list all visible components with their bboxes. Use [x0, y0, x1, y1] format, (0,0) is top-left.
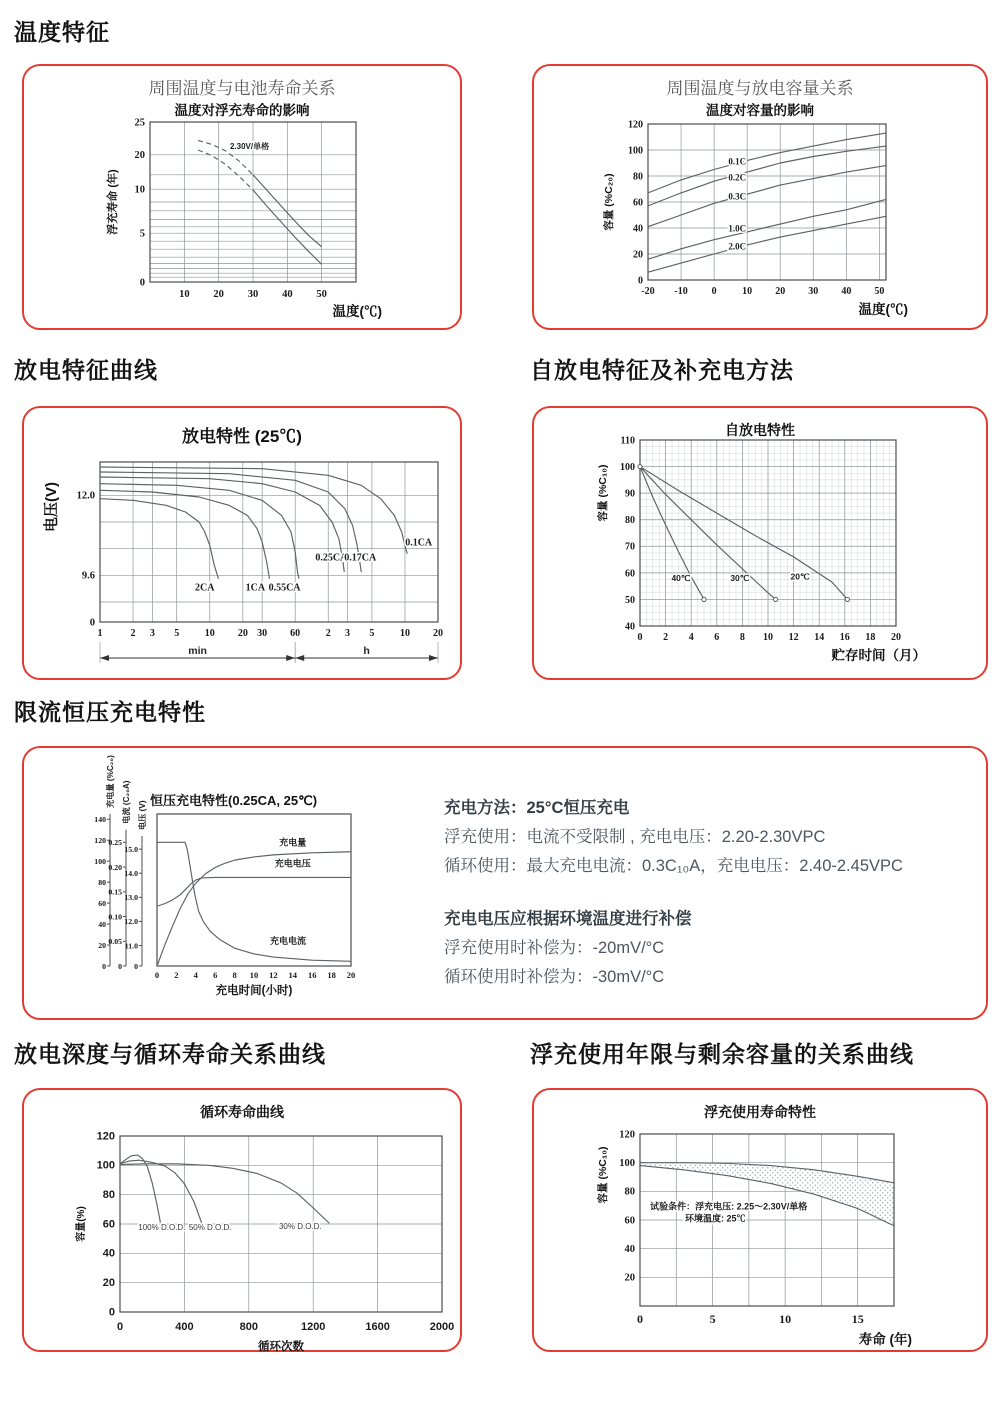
y-tick: 120: [619, 1129, 635, 1141]
y-tick: 120: [96, 1130, 115, 1143]
y-tick: 0: [89, 617, 95, 629]
section-heading-float-life: 浮充使用年限与剩余容量的关系曲线: [530, 1041, 914, 1067]
x-axis-label: 寿命 (年): [858, 1332, 912, 1347]
y-tick: 20: [633, 249, 643, 261]
data-marker: [638, 464, 642, 468]
y-tick: 60: [625, 568, 635, 580]
x-tick: 10: [179, 289, 190, 300]
x-tick: 2: [325, 628, 331, 639]
x-tick: 0: [711, 286, 717, 297]
x-tick: 20: [346, 970, 356, 980]
y-axis-label: 容量 (%C₁₀): [597, 1146, 609, 1204]
series-label: 充电量: [279, 837, 307, 848]
axis-tick: 13.0: [124, 893, 138, 903]
x-tick: 40: [841, 286, 852, 297]
x-tick: 50: [874, 286, 885, 297]
x-tick: 2000: [429, 1321, 455, 1333]
x-tick: 6: [213, 970, 218, 980]
series-label: 2.0C: [728, 241, 747, 252]
axis-title: 充电量 (%C₂₀): [106, 755, 115, 808]
series-label: 1.0C: [728, 223, 747, 234]
section-heading-selfdischarge: 自放电特征及补充电方法: [530, 357, 794, 383]
y-axis-label: 浮充寿命 (年): [107, 169, 119, 235]
y-tick: 20: [624, 1272, 635, 1284]
x-axis-label: 贮存时间（月）: [831, 648, 926, 663]
y-tick: 90: [625, 488, 635, 500]
axis-tick: 20: [98, 940, 106, 950]
x-tick: 10: [399, 628, 410, 639]
x-tick: 1: [97, 628, 103, 639]
panel-life-vs-temperature: [22, 64, 462, 330]
axis-tick: 0: [102, 961, 106, 971]
y-tick: 25: [134, 117, 145, 129]
series-label: 40℃: [671, 572, 691, 583]
y-tick: 40: [102, 1247, 115, 1260]
series-2CA: [100, 499, 218, 579]
y-tick: 100: [96, 1159, 115, 1172]
x-tick: 16: [307, 970, 317, 980]
y-tick: 120: [628, 119, 643, 131]
y-axis-label: 电压(V): [43, 482, 60, 532]
y-tick: 0: [108, 1306, 115, 1319]
series-label: 环境温度: 25℃: [684, 1213, 746, 1224]
data-marker: [702, 597, 706, 601]
series-label: 100% D.O.D.: [138, 1222, 186, 1232]
panel-charge-characteristics: [22, 746, 988, 1020]
x-tick: 14: [814, 632, 825, 643]
series-label: 1CA: [245, 582, 266, 594]
y-tick: 100: [620, 461, 635, 473]
series-label: 0.1C: [728, 156, 747, 167]
series-label: 0.1CA: [405, 537, 433, 549]
y-tick: 80: [625, 515, 635, 527]
y-tick: 20: [102, 1277, 115, 1290]
plot-border: [100, 462, 438, 622]
axis-tick: 60: [98, 898, 106, 908]
x-tick: 30: [808, 286, 819, 297]
axis-tick: 0: [118, 961, 122, 971]
axis-tick: 12.0: [124, 917, 138, 927]
y-tick: 40: [633, 223, 643, 235]
cycle-use-line: 循环使用：最大充电电流：0.3C₁₀A，充电电压：2.40-2.45VPC: [444, 857, 903, 875]
y-tick: 20: [134, 150, 145, 162]
y-tick: 50: [625, 594, 635, 606]
y-axis-label: 容量 (%C₁₀): [597, 464, 609, 522]
x-tick: 4: [688, 632, 694, 643]
series-0.1CA: [100, 467, 407, 554]
series-充电电流: [157, 842, 351, 961]
axis-tick: 0.20: [108, 862, 122, 872]
float-life-chart: [534, 1124, 986, 1370]
series-label: 0.55CA: [268, 582, 301, 594]
x-tick: 50: [316, 289, 327, 300]
y-tick: 110: [620, 435, 635, 447]
y-tick: 40: [624, 1244, 635, 1256]
x-tick: 8: [232, 970, 237, 980]
data-marker: [845, 597, 849, 601]
discharge-characteristics-chart: [24, 456, 460, 708]
x-tick: 30: [257, 628, 268, 639]
y-tick: 12.0: [76, 490, 95, 502]
series-label: 30% D.O.D.: [278, 1222, 322, 1232]
x-tick: 20: [433, 628, 443, 639]
x-tick: 12: [269, 970, 278, 980]
capacity-vs-temperature-chart: [534, 116, 986, 328]
x-tick: 5: [709, 1312, 716, 1326]
charge-method-text: [444, 794, 974, 992]
cycle-life-chart: [24, 1124, 460, 1370]
series-1CA: [100, 490, 269, 578]
x-axis-label: 温度(℃): [858, 302, 908, 317]
x-tick: 60: [290, 628, 301, 639]
x-axis-label: 充电时间(小时): [215, 985, 293, 997]
x-tick: 18: [865, 632, 876, 643]
axis-tick: 0.10: [108, 912, 122, 922]
axis-tick: 40: [98, 919, 106, 929]
x-tick: 15: [851, 1312, 864, 1326]
x-tick: 10: [779, 1312, 792, 1326]
y-tick: 9.6: [81, 570, 95, 582]
gridlines: [640, 1134, 894, 1306]
chart-title: 恒压充电特性(0.25CA, 25℃): [150, 793, 318, 808]
series-50% D.O.D.: [120, 1160, 202, 1223]
series-0.3C: [648, 166, 886, 227]
compensation-heading: 充电电压应根据环境温度进行补偿: [444, 910, 692, 928]
series-充电电压: [157, 877, 351, 906]
x-tick: 0: [637, 1312, 643, 1326]
axis-tick: 14.0: [124, 869, 138, 879]
x-tick: 16: [839, 632, 850, 643]
capacity-band: [640, 1163, 894, 1226]
x-tick: -20: [641, 286, 655, 297]
gridlines: [648, 124, 886, 280]
y-tick: 60: [102, 1218, 115, 1231]
chart-title: 自放电特性: [725, 422, 795, 438]
x-tick: -10: [674, 286, 688, 297]
y-tick: 0: [638, 275, 643, 287]
y-axis-label: 容量 (%C₂₀): [603, 173, 615, 231]
x-tick: 30: [247, 289, 259, 300]
y-tick: 5: [139, 228, 145, 240]
x-axis-label: 温度(℃): [332, 304, 382, 319]
series-label: 2.30V/单格: [229, 142, 270, 152]
axis-tick: 0.05: [108, 937, 122, 947]
chart-title: 浮充使用寿命特性: [704, 1104, 816, 1120]
series-label: 0.2C: [728, 172, 747, 183]
x-tick: 20: [213, 289, 224, 300]
chart-title: 放电特性 (25℃): [182, 427, 302, 446]
panel-discharge-characteristics: [22, 406, 462, 680]
x-tick: 0: [154, 970, 160, 980]
axis-tick: 11.0: [124, 941, 138, 951]
series-1.0C: [648, 199, 886, 259]
series-充电量: [157, 852, 351, 966]
axis-title: 电流 (C₂₀A): [122, 780, 131, 824]
series-label: 0.25CA: [315, 552, 348, 564]
chart-title: 温度对浮充寿命的影响: [174, 103, 310, 118]
section-heading-temperature: 温度特征: [14, 19, 110, 45]
series-label: 0.17CA: [344, 552, 377, 564]
y-tick: 80: [102, 1189, 115, 1202]
x-tick: 12: [788, 632, 799, 643]
series-label: 充电电流: [269, 935, 306, 946]
dim-label: min: [188, 645, 207, 657]
series-label: 2CA: [195, 582, 215, 594]
panel-capacity-vs-temperature: [532, 64, 988, 330]
x-tick: 0: [637, 632, 643, 643]
panel-title: 周围温度与放电容量关系: [666, 79, 854, 98]
axis-tick: 0.25: [108, 838, 122, 848]
axis-title: 电压 (V): [138, 800, 147, 831]
x-tick: 5: [174, 628, 180, 639]
float-compensation-line: 浮充使用时补偿为：-20mV/°C: [444, 939, 665, 957]
series-label: 50% D.O.D.: [188, 1222, 232, 1232]
plot-border: [157, 814, 351, 966]
axis-tick: 0: [134, 961, 138, 971]
axis-tick: 100: [94, 856, 106, 866]
series-0.55CA: [100, 484, 299, 579]
x-tick: 20: [237, 628, 248, 639]
charge-method-line: 充电方法：25°C恒压充电: [444, 799, 630, 817]
section-heading-discharge: 放电特征曲线: [14, 357, 158, 383]
x-tick: 8: [739, 632, 745, 643]
float-use-line: 浮充使用：电流不受限制 , 充电电压：2.20-2.30VPC: [444, 828, 826, 846]
panel-cycle-life: [22, 1088, 462, 1352]
x-tick: 18: [327, 970, 336, 980]
axis-tick: 80: [98, 877, 106, 887]
x-tick: 10: [742, 286, 753, 297]
x-tick: 800: [239, 1321, 258, 1333]
series-30% D.O.D.: [120, 1164, 329, 1223]
series-lower-dashed: [198, 150, 253, 190]
x-tick: 2: [663, 632, 669, 643]
x-tick: 6: [714, 632, 720, 643]
cycle-compensation-line: 循环使用时补偿为：-30mV/°C: [444, 968, 665, 986]
y-tick: 60: [624, 1215, 635, 1227]
x-tick: 400: [175, 1321, 194, 1333]
x-tick: 10: [249, 970, 259, 980]
section-heading-cycle-life: 放电深度与循环寿命关系曲线: [14, 1041, 326, 1067]
y-tick: 10: [134, 184, 145, 196]
x-tick: 20: [775, 286, 786, 297]
x-tick: 1600: [365, 1321, 390, 1333]
series-label: 充电电压: [274, 858, 311, 869]
axis-tick: 0.15: [108, 887, 122, 897]
self-discharge-chart: [534, 428, 986, 676]
x-tick: 4: [193, 970, 198, 980]
chart-title: 温度对容量的影响: [706, 103, 814, 118]
y-tick: 60: [633, 197, 643, 209]
series-label: 试验条件：浮充电压: 2.25～2.30V/单格: [650, 1201, 808, 1212]
chart-title: 循环寿命曲线: [200, 1104, 284, 1120]
x-tick: 2: [174, 970, 179, 980]
y-tick: 0: [139, 277, 145, 289]
x-tick: 40: [282, 289, 293, 300]
panel-title: 周围温度与电池寿命关系: [148, 79, 336, 98]
x-tick: 10: [204, 628, 215, 639]
y-axis-label: 容量(%): [76, 1206, 87, 1242]
x-tick: 3: [149, 628, 155, 639]
axis-tick: 15.0: [124, 844, 138, 854]
y-tick: 100: [628, 145, 643, 157]
y-tick: 80: [624, 1186, 635, 1198]
x-tick: 2: [130, 628, 136, 639]
x-tick: 10: [763, 632, 773, 643]
dim-label: h: [363, 645, 370, 657]
x-tick: 20: [891, 632, 901, 643]
x-tick: 3: [345, 628, 351, 639]
series-label: 20℃: [790, 571, 810, 582]
series-label: 30℃: [730, 572, 750, 583]
series-2.0C: [648, 216, 886, 272]
y-tick: 40: [625, 621, 635, 633]
axis-tick: 120: [94, 836, 106, 846]
x-axis-label: 循环次数: [258, 1341, 304, 1353]
charge-characteristics-chart: [24, 748, 454, 1004]
x-tick: 14: [288, 970, 298, 980]
x-tick: 5: [369, 628, 375, 639]
axis-tick: 140: [94, 815, 106, 825]
life-vs-temperature-chart: [24, 116, 460, 324]
series-label: 0.3C: [728, 191, 747, 202]
y-tick: 70: [625, 541, 635, 553]
series-0.1C: [648, 133, 886, 193]
y-tick: 80: [633, 171, 643, 183]
x-tick: 1200: [300, 1321, 326, 1333]
panel-float-life: [532, 1088, 988, 1352]
x-tick: 0: [116, 1321, 124, 1333]
data-marker: [774, 597, 778, 601]
gridlines: [100, 462, 438, 622]
section-heading-charge: 限流恒压充电特性: [14, 699, 206, 725]
panel-self-discharge: [532, 406, 988, 680]
y-tick: 100: [619, 1158, 635, 1170]
